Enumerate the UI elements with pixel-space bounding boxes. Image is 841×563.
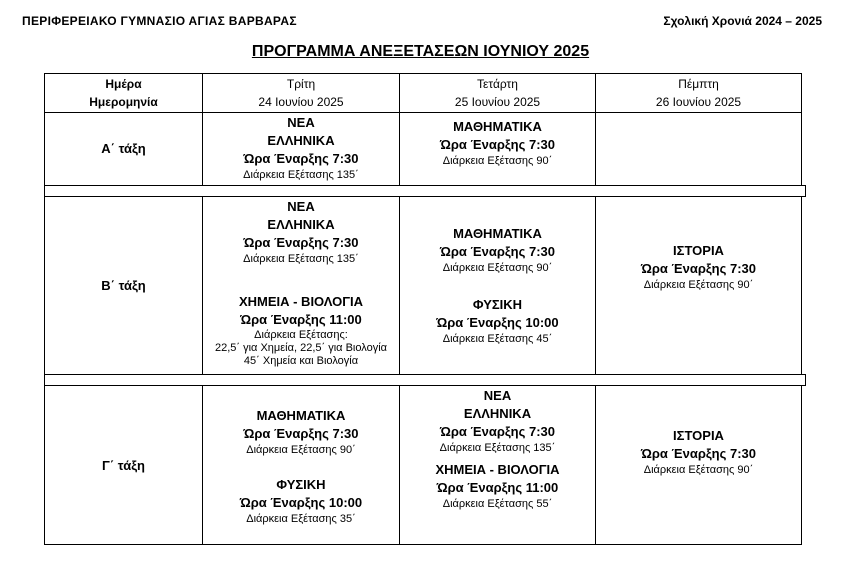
exam-cell-b-thu bbox=[596, 197, 801, 374]
exam-duration: Διάρκεια Εξέτασης: bbox=[254, 329, 348, 341]
exam-start-time: Ώρα Έναρξης 7:30 bbox=[439, 243, 555, 259]
exam-cell-a-thu bbox=[596, 112, 801, 185]
exam-start-time: Ώρα Έναρξης 7:30 bbox=[439, 137, 555, 152]
header-label-cell bbox=[45, 74, 203, 112]
exam-subject: ΦΥΣΙΚΗ bbox=[276, 477, 326, 492]
exam-start-time: Ώρα Έναρξης 7:30 bbox=[640, 446, 756, 461]
exam-start-time: Ώρα Έναρξης 11:00 bbox=[436, 480, 559, 495]
exam-subject: ΧΗΜΕΙΑ - ΒΙΟΛΟΓΙΑ bbox=[238, 294, 364, 309]
day-date: 25 Ιουνίου 2025 bbox=[454, 95, 541, 109]
exam-subject: ΙΣΤΟΡΙΑ bbox=[673, 243, 724, 258]
row-label-cell bbox=[45, 197, 203, 374]
day-date: 24 Ιουνίου 2025 bbox=[258, 95, 344, 109]
exam-duration: Διάρκεια Εξέτασης 90΄ bbox=[442, 155, 553, 167]
row-label: Γ΄ τάξη bbox=[102, 457, 145, 473]
exam-start-time: Ώρα Έναρξης 7:30 bbox=[243, 235, 359, 250]
exam-duration: Διάρκεια Εξέτασης 35΄ bbox=[246, 513, 356, 525]
exam-duration: Διάρκεια Εξέτασης 135΄ bbox=[243, 253, 359, 265]
exam-cell-a-tue bbox=[203, 112, 400, 185]
header-day-wednesday bbox=[400, 74, 596, 112]
row-label-cell bbox=[45, 386, 203, 544]
exam-duration: Διάρκεια Εξέτασης 90΄ bbox=[246, 444, 356, 456]
exam-subject: ΦΥΣΙΚΗ bbox=[472, 296, 523, 312]
school-name: ΠΕΡΙΦΕΡΕΙΑΚΟ ΓΥΜΝΑΣΙΟ ΑΓΙΑΣ ΒΑΡΒΑΡΑΣ bbox=[22, 14, 297, 28]
school-year: Σχολική Χρονιά 2024 – 2025 bbox=[663, 14, 822, 28]
header-label-day: Ημέρα bbox=[105, 77, 142, 91]
exam-subject: ΕΛΛΗΝΙΚΑ bbox=[463, 406, 532, 421]
exam-duration: Διάρκεια Εξέτασης 45΄ bbox=[442, 332, 553, 345]
exam-subject: ΝΕΑ bbox=[287, 115, 315, 130]
exam-subject: ΙΣΤΟΡΙΑ bbox=[673, 428, 724, 443]
header-day-tuesday bbox=[203, 74, 400, 112]
exam-cell-c-thu bbox=[596, 386, 801, 544]
schedule-block-b bbox=[44, 196, 802, 375]
exam-subject: ΝΕΑ bbox=[483, 388, 512, 403]
day-name: Τετάρτη bbox=[477, 77, 518, 91]
exam-cell-c-tue bbox=[203, 386, 400, 544]
exam-start-time: Ώρα Έναρξης 10:00 bbox=[436, 314, 559, 330]
exam-subject: ΕΛΛΗΝΙΚΑ bbox=[267, 133, 335, 148]
exam-start-time: Ώρα Έναρξης 11:00 bbox=[240, 312, 362, 327]
row-label: Α΄ τάξη bbox=[101, 141, 146, 156]
exam-duration: Διάρκεια Εξέτασης 90΄ bbox=[643, 279, 754, 291]
exam-duration: Διάρκεια Εξέτασης 55΄ bbox=[442, 498, 553, 510]
row-class-a bbox=[45, 112, 801, 185]
row-label-cell bbox=[45, 112, 203, 185]
day-name: Τρίτη bbox=[286, 77, 316, 91]
exam-subject: ΜΑΘΗΜΑΤΙΚΑ bbox=[453, 225, 542, 241]
header-row bbox=[45, 74, 801, 113]
exam-start-time: Ώρα Έναρξης 7:30 bbox=[243, 151, 359, 166]
exam-cell-a-wed bbox=[400, 112, 596, 185]
header-label-date: Ημερομηνία bbox=[89, 95, 158, 109]
exam-duration: Διάρκεια Εξέτασης 135΄ bbox=[439, 442, 556, 454]
exam-duration: Διάρκεια Εξέτασης 90΄ bbox=[442, 261, 553, 274]
exam-duration: Διάρκεια Εξέτασης 135΄ bbox=[243, 169, 359, 181]
exam-start-time: Ώρα Έναρξης 7:30 bbox=[640, 261, 756, 276]
exam-cell-b-tue bbox=[203, 197, 400, 374]
exam-subject: ΝΕΑ bbox=[287, 199, 315, 214]
exam-duration: Διάρκεια Εξέτασης 90΄ bbox=[643, 464, 754, 476]
day-date: 26 Ιουνίου 2025 bbox=[655, 95, 742, 109]
exam-subject: ΕΛΛΗΝΙΚΑ bbox=[267, 217, 335, 232]
exam-duration-detail: 22,5΄ για Χημεία, 22,5΄ για Βιολογία bbox=[214, 342, 388, 354]
exam-subject: ΜΑΘΗΜΑΤΙΚΑ bbox=[256, 408, 346, 423]
exam-subject: ΜΑΘΗΜΑΤΙΚΑ bbox=[453, 119, 542, 134]
row-class-b bbox=[45, 197, 801, 374]
schedule-block-c bbox=[44, 385, 802, 545]
header-day-thursday bbox=[596, 74, 801, 112]
page-title: ΠΡΟΓΡΑΜΜΑ ΑΝΕΞΕΤΑΣΕΩΝ ΙΟΥΝΙΟΥ 2025 bbox=[251, 43, 590, 60]
exam-start-time: Ώρα Έναρξης 7:30 bbox=[439, 424, 555, 439]
row-class-c bbox=[45, 386, 801, 544]
exam-duration-detail: 45΄ Χημεία και Βιολογία bbox=[243, 355, 359, 367]
exam-start-time: Ώρα Έναρξης 7:30 bbox=[243, 426, 359, 441]
exam-start-time: Ώρα Έναρξης 10:00 bbox=[239, 495, 363, 510]
row-label: Β΄ τάξη bbox=[101, 278, 146, 293]
schedule-block-a bbox=[44, 73, 802, 186]
exam-cell-c-wed bbox=[400, 386, 596, 544]
day-name: Πέμπτη bbox=[678, 77, 719, 91]
exam-subject: ΧΗΜΕΙΑ - ΒΙΟΛΟΓΙΑ bbox=[435, 462, 560, 477]
exam-cell-b-wed bbox=[400, 197, 596, 374]
